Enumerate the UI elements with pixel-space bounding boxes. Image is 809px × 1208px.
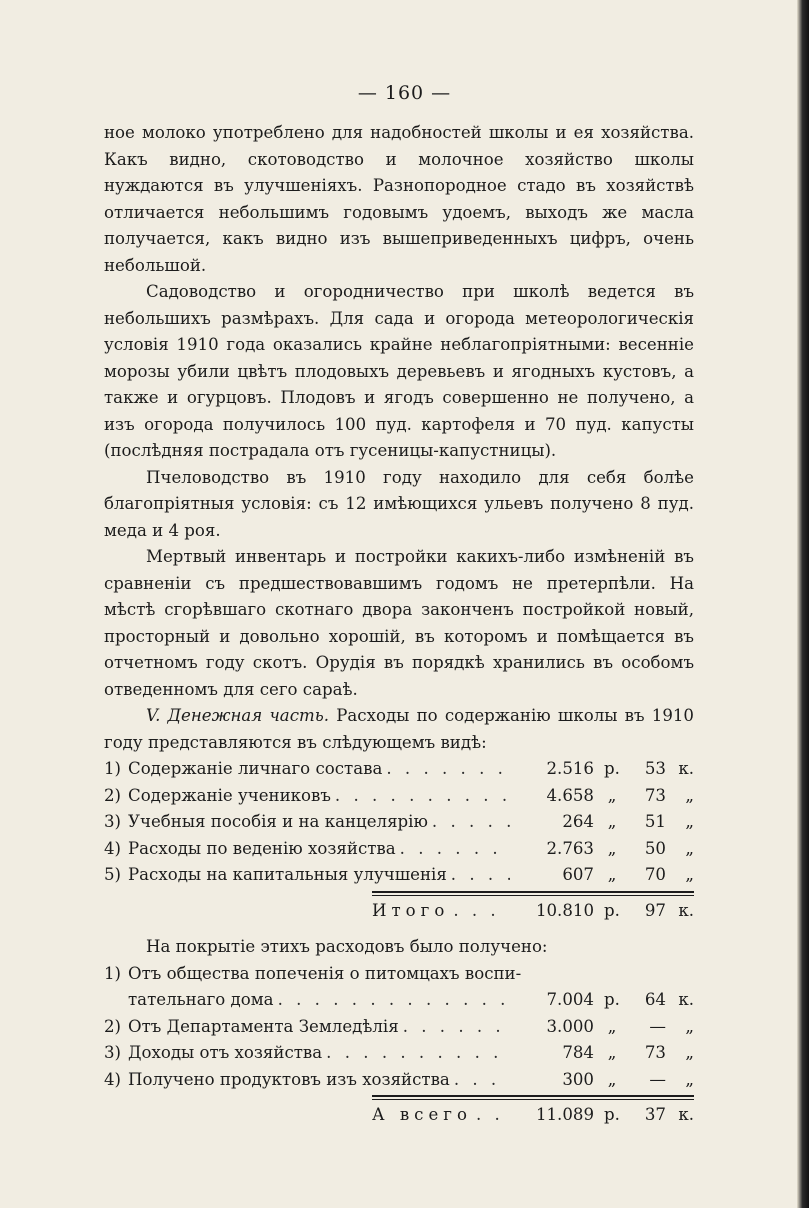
row-amount: 2.763 xyxy=(546,838,594,858)
leader-dots xyxy=(399,1014,510,1041)
total-unit-kop: к. xyxy=(678,1105,694,1124)
income-list xyxy=(104,961,694,1094)
row-label: Расходы на капитальныя улучшенія xyxy=(128,865,447,884)
row-unit-kop: „ xyxy=(685,785,694,805)
row-label: Получено продуктовъ изъ хозяйства xyxy=(128,1069,450,1089)
income-total-row xyxy=(104,1102,694,1129)
row-label: Содержаніе личнаго состава xyxy=(128,759,383,778)
leader-dots xyxy=(472,1102,510,1129)
row-amount: 784 xyxy=(562,1043,594,1062)
row-label: тательнаго дома xyxy=(128,990,274,1009)
row-unit-rub: „ xyxy=(607,1043,617,1062)
income-row-continuation xyxy=(104,987,694,1014)
section-paragraph xyxy=(104,703,694,756)
row-amount: 607 xyxy=(562,865,594,884)
row-unit-kop: „ xyxy=(685,812,694,831)
income-row xyxy=(104,961,694,988)
row-number: 1) xyxy=(104,963,122,983)
total-amount: 10.810 xyxy=(535,900,594,920)
leader-dots xyxy=(274,987,510,1014)
spacer xyxy=(104,924,694,934)
total-unit-kop: к. xyxy=(678,900,694,920)
row-label: Расходы по веденію хозяйства xyxy=(128,838,396,858)
row-kopecks: 73 xyxy=(644,1043,666,1062)
row-label: Содержаніе учениковъ xyxy=(128,785,331,805)
row-kopecks: 73 xyxy=(644,785,666,805)
row-amount: 2.516 xyxy=(546,759,594,778)
row-unit-rub: р. xyxy=(604,759,620,778)
total-rule xyxy=(372,1095,694,1100)
expenses-total-row xyxy=(104,898,694,925)
paragraph-2: Садоводство и огородничество при школѣ ведется въ небольшихъ размѣрахъ. Для сада и огорода метеорологическія условія 1910 года оказались крайне неблагопріятными: весенніе морозы убили цвѣтъ плодовыхъ деревьевъ и ягодныхъ кустовъ, а также и огурцовъ. Плодовъ и ягодъ совершенно не получено, а изъ огорода получилось 100 пуд. картофеля и 70 пуд. капусты (послѣдняя пострадала отъ гусеницы-капустницы). xyxy=(104,282,694,460)
expense-row xyxy=(104,862,694,889)
income-row xyxy=(104,1040,694,1067)
total-unit-rub: р. xyxy=(604,900,620,920)
paragraph-4: Мертвый инвентарь и постройки какихъ-либо измѣненій въ сравненіи съ предшествовавшимъ годомъ не претерпѣли. На мѣстѣ сгорѣвшаго скотнаго двора законченъ постройкой новый, просторный и довольно хорошій, въ которомъ и помѣщается въ отчетномъ году скотъ. Орудія въ порядкѣ хранились въ особомъ отведенномъ для сего сараѣ. xyxy=(104,547,694,699)
leader-dots xyxy=(322,1040,510,1067)
leader-dots xyxy=(447,862,510,889)
total-rule xyxy=(372,891,694,896)
row-unit-rub: „ xyxy=(607,1069,617,1089)
expense-row xyxy=(104,756,694,783)
paragraph-1: ное молоко употреблено для надобностей школы и ея хозяйства. Какъ видно, скотоводство и молочное хозяйство школы нуждаются въ улучшеніяхъ. Разнопородное стадо въ хозяйствѣ отличается небольшимъ годовымъ удоемъ, выходъ же масла получается, какъ видно изъ вышеприведенныхъ цифръ, очень небольшой. xyxy=(104,123,694,275)
income-row xyxy=(104,1014,694,1041)
row-unit-rub: р. xyxy=(604,990,620,1009)
total-unit-rub: р. xyxy=(604,1105,620,1124)
row-kopecks: 70 xyxy=(644,865,666,884)
row-label: Учебныя пособія и на канцелярію xyxy=(128,812,428,831)
row-amount: 3.000 xyxy=(546,1016,594,1036)
row-amount: 4.658 xyxy=(546,785,594,805)
row-label: Отъ общества попеченія о питомцахъ воспи- xyxy=(128,963,522,983)
row-number: 3) xyxy=(104,812,122,831)
income-intro: На покрытіе этихъ расходовъ было получено: xyxy=(146,937,548,956)
row-kopecks: — xyxy=(649,1016,666,1036)
row-kopecks: 51 xyxy=(644,812,666,831)
row-unit-rub: „ xyxy=(607,838,617,858)
expense-row xyxy=(104,809,694,836)
row-kopecks: 50 xyxy=(644,838,666,858)
row-unit-kop: „ xyxy=(685,1043,694,1062)
total-kopecks: 97 xyxy=(644,900,666,920)
row-unit-rub: „ xyxy=(607,785,617,805)
row-kopecks: 64 xyxy=(644,990,666,1009)
page-number: — 160 — xyxy=(357,82,452,104)
section-text: Расходы по содержанію школы въ 1910 году представляются въ слѣдующемъ видѣ: xyxy=(104,706,694,752)
row-unit-kop: к. xyxy=(678,990,694,1009)
row-kopecks: — xyxy=(649,1069,666,1089)
income-row xyxy=(104,1067,694,1094)
row-unit-kop: „ xyxy=(685,1016,694,1036)
row-number: 3) xyxy=(104,1043,122,1062)
row-unit-kop: „ xyxy=(685,838,694,858)
row-number: 1) xyxy=(104,759,122,778)
row-amount: 300 xyxy=(562,1069,594,1089)
leader-dots xyxy=(396,836,510,863)
expense-row xyxy=(104,836,694,863)
leader-dots xyxy=(382,756,510,783)
total-label: А всего xyxy=(372,1105,472,1124)
row-number: 4) xyxy=(104,1069,122,1089)
leader-dots xyxy=(449,898,510,925)
total-amount: 11.089 xyxy=(535,1105,594,1124)
page-body xyxy=(104,120,694,1129)
expenses-list xyxy=(104,756,694,889)
row-number: 2) xyxy=(104,785,122,805)
row-unit-kop: к. xyxy=(678,759,694,778)
row-number: 2) xyxy=(104,1016,122,1036)
leader-dots xyxy=(428,809,510,836)
row-number: 4) xyxy=(104,838,122,858)
leader-dots xyxy=(331,783,510,810)
total-kopecks: 37 xyxy=(644,1105,666,1124)
expense-row xyxy=(104,783,694,810)
page-edge xyxy=(797,0,809,1208)
leader-dots xyxy=(450,1067,510,1094)
row-label: Доходы отъ хозяйства xyxy=(128,1043,323,1062)
section-heading: V. Денежная часть. xyxy=(146,706,330,725)
row-amount: 7.004 xyxy=(546,990,594,1009)
row-amount: 264 xyxy=(562,812,594,831)
row-number: 5) xyxy=(104,865,122,884)
row-unit-kop: „ xyxy=(685,865,694,884)
row-unit-rub: „ xyxy=(607,812,617,831)
row-unit-kop: „ xyxy=(685,1069,694,1089)
row-kopecks: 53 xyxy=(644,759,666,778)
total-label: Итого xyxy=(372,900,450,920)
row-unit-rub: „ xyxy=(607,1016,617,1036)
row-unit-rub: „ xyxy=(607,865,617,884)
row-label: Отъ Департамента Земледѣлія xyxy=(128,1016,399,1036)
paragraph-3: Пчеловодство въ 1910 году находило для себя болѣе благопріятныя условія: съ 12 имѣющихся ульевъ получено 8 пуд. меда и 4 роя. xyxy=(104,467,694,540)
